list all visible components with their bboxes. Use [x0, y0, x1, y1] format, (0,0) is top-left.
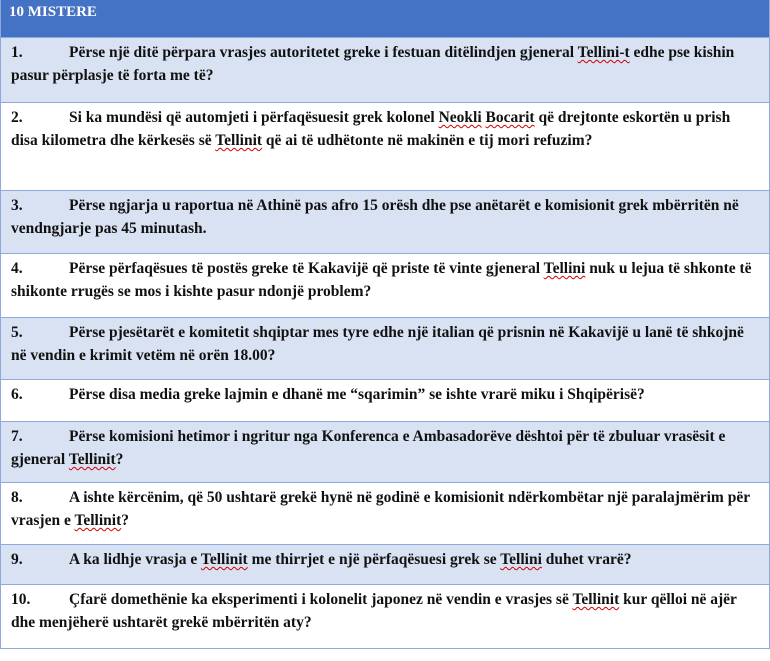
row-number: 2.: [11, 109, 23, 126]
row-text: Përse një ditë përpara vrasjes autoritetet greke i festuan ditëlindjen gjeneral Tellini-t edhe pse kishin pasur përplasje të forta me të?: [11, 44, 735, 84]
row-number: 1.: [11, 44, 23, 61]
spelling-flag: Tellini: [500, 551, 542, 568]
spelling-flag: Tellinit: [68, 451, 116, 468]
table-header: 10 MISTERE: [1, 0, 769, 37]
row-text: Përse ngjarja u raportua në Athinë pas afro 15 orësh dhe pse anëtarët e komisionit grek mbërritën në vendngjarje pas 45 minutash.: [11, 197, 739, 237]
spelling-flag: Tellinit: [215, 132, 263, 149]
row-number: 5.: [11, 324, 23, 341]
row-text: Përse disa media greke lajmin e dhanë me “sqarimin” se ishte vrarë miku i Shqipërisë?: [69, 386, 645, 403]
row-text: Përse komisioni hetimor i ngritur nga Konferenca e Ambasadorëve dështoi për të zbuluar vrasësit e gjeneral Tellinit?: [11, 428, 726, 468]
row-number: 8.: [11, 489, 23, 506]
spelling-flag: Tellinit: [74, 512, 122, 529]
row-text: Çfarë domethënie ka eksperimenti i kolonelit japonez në vendin e vrasjes së Tellinit kur qëlloi në ajër dhe menjëherë ushtarët grekë mbërritën aty?: [11, 591, 737, 631]
row-text: Përse pjesëtarët e komitetit shqiptar mes tyre edhe një italian që prisnin në Kakavijë u lanë të shkojnë në vendin e krimit vetëm në orën 18.00?: [11, 324, 744, 364]
row-text: Si ka mundësi që automjeti i përfaqësuesit grek kolonel Neokli Bocarit që drejtonte eskortën u prish disa kilometra dhe kërkesës së Tellinit që ai të udhëtonte në makinën e tij mori refuzim?: [11, 109, 731, 149]
spelling-flag: Tellinit: [572, 591, 620, 608]
row-text: A ishte kërcënim, që 50 ushtarë grekë hynë në godinë e komisionit ndërkombëtar një paralajmërim për vrasjen e Tellinit?: [11, 489, 750, 529]
row-number: 6.: [11, 386, 23, 403]
table-row: [1, 421, 769, 482]
spelling-flag: Tellinit: [200, 551, 248, 568]
spelling-flag: Tellini-t: [577, 44, 630, 61]
row-text: Përse përfaqësues të postës greke të Kakavijë që priste të vinte gjeneral Tellini nuk u lejua të shkonte të shikonte rrugës se mos i kishte pasur ndonjë problem?: [11, 260, 752, 300]
table-row: [1, 253, 769, 317]
table-row: [1, 190, 769, 253]
table-row: [1, 584, 769, 648]
table-row: [1, 544, 769, 584]
spelling-flag: Bocarit: [485, 109, 535, 126]
row-number: 7.: [11, 428, 23, 445]
row-number: 4.: [11, 260, 23, 277]
row-number: 9.: [11, 551, 23, 568]
table-row: [1, 379, 769, 421]
spelling-flag: Tellini: [543, 260, 586, 277]
table-row: [1, 482, 769, 544]
row-number: 10.: [11, 591, 31, 608]
row-text: A ka lidhje vrasja e Tellinit me thirrjet e një përfaqësuesi grek se Tellini duhet vrarë?: [69, 551, 632, 568]
row-number: 3.: [11, 197, 23, 214]
table-row: [1, 37, 769, 102]
spelling-flag: Neokli: [438, 109, 482, 126]
table-row: [1, 317, 769, 379]
table-row: [1, 102, 769, 190]
